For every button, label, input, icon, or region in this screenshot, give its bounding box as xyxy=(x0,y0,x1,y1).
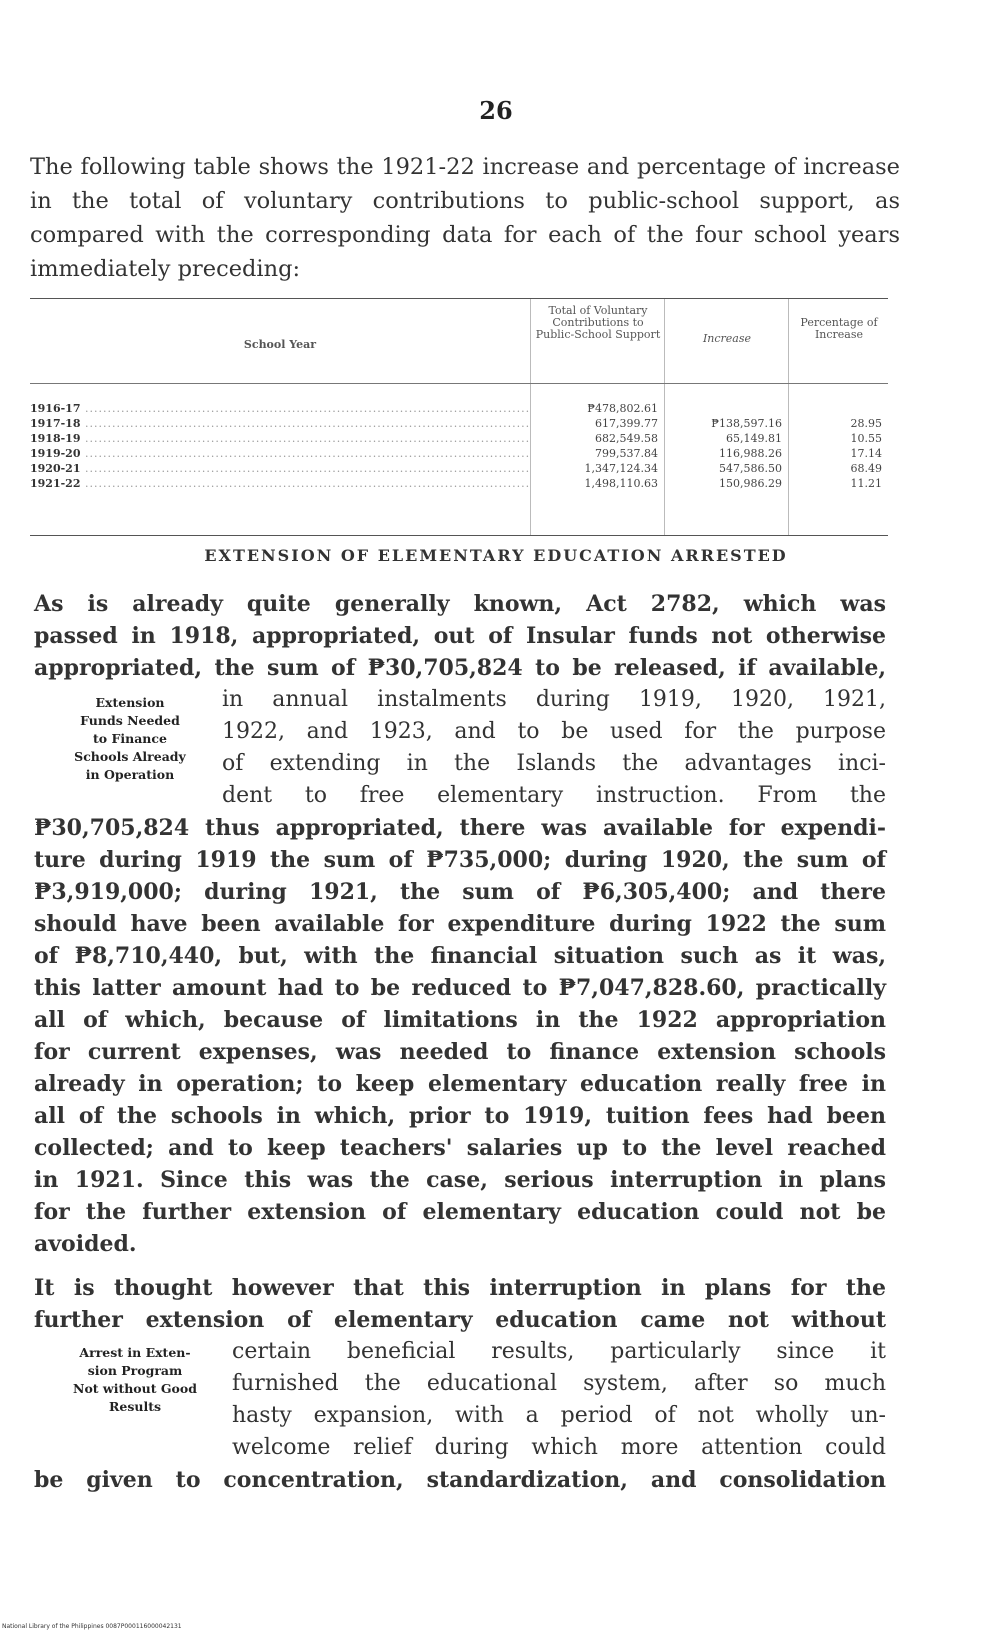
paragraph-2-indented xyxy=(232,1336,886,1464)
text-line: this latter amount had to be reduced to ₱7,047,828.60, practically xyxy=(34,975,886,1001)
table-divider xyxy=(664,299,665,535)
table-cell-percentage: 68.49 xyxy=(850,462,882,475)
section-heading: EXTENSION OF ELEMENTARY EDUCATION ARRESTED xyxy=(204,546,788,565)
table-row-year: 1916-17 ..... xyxy=(30,401,530,416)
paragraph-1-bottom xyxy=(34,812,886,1260)
table-row-year: 1920-21 ..... xyxy=(30,461,530,476)
table-cell-total: 617,399.77 xyxy=(595,417,658,430)
text-line: further extension of elementary education came not without xyxy=(34,1307,886,1333)
percentage-column xyxy=(790,416,882,491)
header-school-year: School Year xyxy=(243,338,317,351)
text-line: appropriated, the sum of ₱30,705,824 to be released, if available, xyxy=(34,655,886,681)
table-cell-percentage: 17.14 xyxy=(850,447,882,460)
sidenote-line: sion Program xyxy=(87,1363,183,1378)
table-row-year: 1919-20 ..... xyxy=(30,446,530,461)
table-cell-total: ₱478,802.61 xyxy=(587,402,658,415)
text-line: already in operation; to keep elementary education really free in xyxy=(34,1071,886,1097)
year-column xyxy=(30,401,530,491)
paragraph-2-bottom xyxy=(34,1464,886,1496)
text-line: in 1921. Since this was the case, serious interruption in plans xyxy=(34,1167,886,1193)
paragraph-1-indented xyxy=(222,684,886,812)
increase-column xyxy=(666,416,782,491)
sidenote-line: Not without Good xyxy=(73,1381,197,1396)
footer-credit: National Library of the Philippines 0087P000116000042131 xyxy=(2,1623,182,1630)
text-line: furnished the educational system, after so much xyxy=(232,1371,886,1396)
paragraph-1-top xyxy=(34,588,886,684)
text-line: all of which, because of limitations in the 1922 appropriation xyxy=(34,1007,886,1033)
text-line: It is thought however that this interruption in plans for the xyxy=(34,1275,886,1301)
text-line: ₱3,919,000; during 1921, the sum of ₱6,305,400; and there xyxy=(34,879,886,905)
text-line: certain beneficial results, particularly since it xyxy=(232,1339,886,1364)
table-row-year: 1918-19 ..... xyxy=(30,431,530,446)
sidenote-arrest-extension xyxy=(40,1344,230,1416)
text-line: dent to free elementary instruction. From the xyxy=(222,783,886,808)
sidenote-line: Funds Needed xyxy=(80,713,180,728)
table-cell-total: 682,549.58 xyxy=(595,432,658,445)
text-line: all of the schools in which, prior to 1919, tuition fees had been xyxy=(34,1103,886,1129)
table-cell-total: 1,498,110.63 xyxy=(584,477,658,490)
text-line: for current expenses, was needed to finance extension schools xyxy=(34,1039,886,1065)
text-line: in annual instalments during 1919, 1920, 1921, xyxy=(222,687,886,712)
sidenote-line: Extension xyxy=(95,695,165,710)
text-line: 1922, and 1923, and to be used for the purpose xyxy=(222,719,886,744)
table-divider xyxy=(530,299,531,535)
text-line: welcome relief during which more attention could xyxy=(232,1435,886,1460)
table-cell-total: 1,347,124.34 xyxy=(584,462,658,475)
text-line: ₱30,705,824 thus appropriated, there was available for expendi- xyxy=(34,815,886,841)
table-row-year: 1917-18 ..... xyxy=(30,416,530,431)
table-cell-increase: 65,149.81 xyxy=(726,432,782,445)
text-line: of extending in the Islands the advantages inci- xyxy=(222,751,886,776)
table-cell-increase: 547,586.50 xyxy=(719,462,782,475)
table-cell-increase: ₱138,597.16 xyxy=(711,417,782,430)
text-line: passed in 1918, appropriated, out of Insular funds not otherwise xyxy=(34,623,886,649)
page-number: 26 xyxy=(479,96,513,125)
text-line: hasty expansion, with a period of not wholly un- xyxy=(232,1403,886,1428)
table-cell-percentage: 11.21 xyxy=(850,477,882,490)
header-increase: Increase xyxy=(702,332,752,345)
text-line: of ₱8,710,440, but, with the financial situation such as it was, xyxy=(34,943,886,969)
table-cell-total: 799,537.84 xyxy=(595,447,658,460)
text-line: avoided. xyxy=(34,1231,137,1257)
table-cell-percentage: 10.55 xyxy=(850,432,882,445)
intro-paragraph: The following table shows the 1921-22 increase and percentage of increase in the total of voluntary contributions to public-school support, as compared with the corresponding data for each of the four school years immediately preceding: xyxy=(30,154,900,282)
text-line: As is already quite generally known, Act 2782, which was xyxy=(34,591,886,617)
text-line: be given to concentration, standardization, and consolidation xyxy=(34,1467,886,1493)
text-line: collected; and to keep teachers' salaries up to the level reached xyxy=(34,1135,886,1161)
sidenote-line: Arrest in Exten- xyxy=(79,1345,191,1360)
header-total: Total of Voluntary Contributions to Public-School Support xyxy=(535,304,661,341)
text-line: ture during 1919 the sum of ₱735,000; during 1920, the sum of xyxy=(34,847,886,873)
sidenote-line: Results xyxy=(108,1399,162,1414)
sidenote-line: to Finance xyxy=(93,731,167,746)
table-cell-increase: 116,988.26 xyxy=(719,447,782,460)
text-line: should have been available for expenditure during 1922 the sum xyxy=(34,911,886,937)
table-row-year: 1921-22 ..... xyxy=(30,476,530,491)
sidenote-line: in Operation xyxy=(85,767,175,782)
table-cell-increase: 150,986.29 xyxy=(719,477,782,490)
total-column xyxy=(532,401,658,491)
header-percentage: Percentage of Increase xyxy=(800,316,878,341)
table-header-rule xyxy=(30,383,888,384)
sidenote-line: Schools Already xyxy=(74,749,186,764)
paragraph-2-top xyxy=(34,1272,886,1336)
contributions-table xyxy=(30,298,888,536)
text-line: for the further extension of elementary education could not be xyxy=(34,1199,886,1225)
table-cell-percentage: 28.95 xyxy=(850,417,882,430)
sidenote-extension-funds xyxy=(40,694,220,784)
table-divider xyxy=(788,299,789,535)
